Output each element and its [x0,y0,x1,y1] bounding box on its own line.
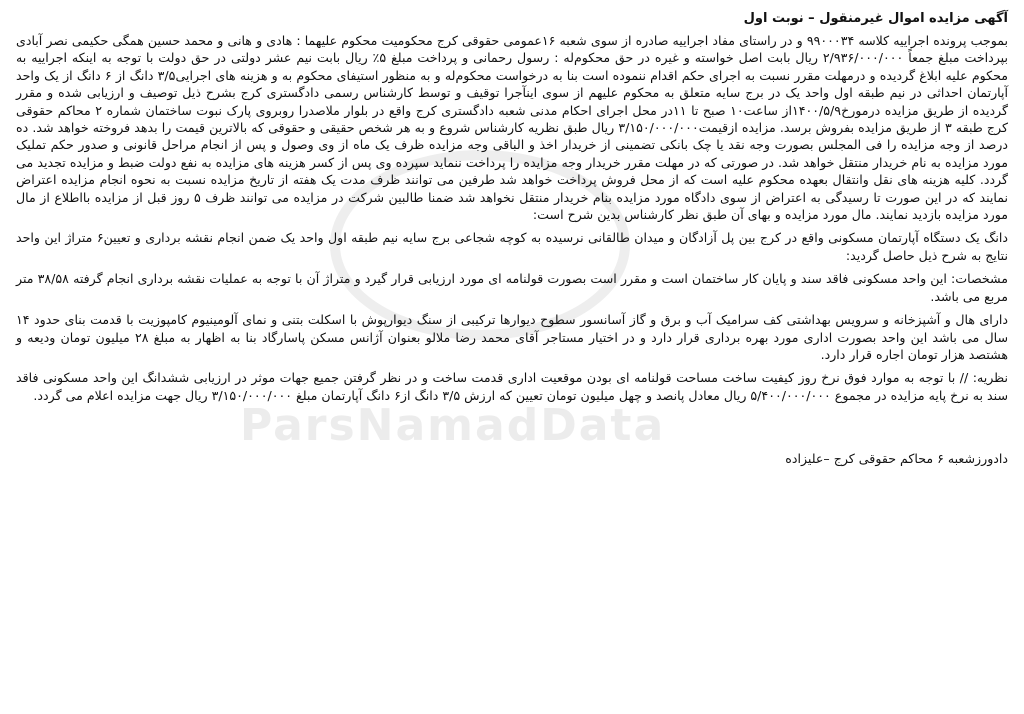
notice-paragraph-property: دانگ یک دستگاه آپارتمان مسکونی واقع در کرج بین پل آزادگان و میدان طالقانی نرسیده به کوچه شجاعی برج سایه نیم طبقه اول واحد یک ضمن انجام نقشه برداری و تعیین۶ متراژ این واحد نتایج به شرح ذیل حاصل گردید: [16,230,1008,263]
watermark-brand: ParsNamadData [240,400,666,451]
notice-title: آگهی مزایده اموال غیرمنقول – نوبت اول [743,11,1008,26]
notice-paragraph-opinion: نظریه: // با توجه به موارد فوق نرخ روز کیفیت ساخت مساحت قولنامه ای بودن موقعیت اداری قدمت ساخت و در نظر گرفتن جمیع جهات موثر در ارزیابی ششدانگ این واحد مسکونی فاقد سند به نرخ پایه مزایده در مجموع ۵/۴۰۰/۰۰۰/۰۰۰ ریال معادل پانصد و چهل میلیون تومان تعیین که ارزش ۳/۵ دانگ از۶ دانگ آپارتمان مبلغ ۳/۱۵۰/۰۰۰/۰۰۰ ریال جهت مزایده اعلام می گردد. [16,370,1008,403]
notice-content [16,10,1008,468]
notice-signature: دادورزشعبه ۶ محاکم حقوقی کرج –علیزاده [785,451,1008,467]
notice-paragraph-features: دارای هال و آشپزخانه و سرویس بهداشتی کف سرامیک آب و برق و گاز آسانسور سطوح دیوارها ترکیبی از سنگ دیوارپوش با اسکلت بتنی و نمای آلومینیوم کامپوزیت با قدمت بنای حدود ۱۴ سال می باشد این واحد بصورت اداری مورد بهره برداری قرار دارد و در اختیار مستاجر آقای محمد رضا ملالو بعنوان آژانس مسکن پاسارگاد بنا به اظهار به مبلغ ۲۸ میلیون تومان ودیعه و هشتصد هزار تومان اجاره قرار دارد. [16,312,1009,362]
notice-paragraph-specs: مشخصات: این واحد مسکونی فاقد سند و پایان کار ساختمان است و مقرر است بصورت قولنامه ای مورد ارزیابی قرار گیرد و متراژ آن با توجه به عملیات نقشه برداری انجام گرفته ۳۸/۵۸ متر مربع می باشد. [16,271,1008,304]
notice-paragraph-main: بموجب پرونده اجراییه کلاسه ۹۹۰۰۰۳۴ و در راستای مفاد اجراییه صادره از سوی شعبه ۱۶عمومی حقوقی کرج محکومیت محکوم علیهما : هادی و هانی و محمد حسین همگی حکیمی نصر آبادی بپرداخت مبلغ جمعاً ۲/۹۳۶/۰۰۰/۰۰۰ ریال بابت اصل خواسته و غیره در حق محکوم‌له : رسول رحمانی و پرداخت مبلغ ۵٪ ریال بابت نیم عشر دولتی در حق دولت با توجه به اینکه اجراییه به محکوم علیه ابلاغ گردیده و درمهلت مقرر نسبت به اجرای حکم اقدام ننموده است بنا به درخواست محکوم‌له و به منظور استیفای محکوم به و هزینه های اجرایی۳/۵ دانگ از ۶ دانگ از یک واحد آپارتمان احداثی در نیم طبقه اول واحد یک در برج سایه متعلق به محکوم علیهم از سوی اینآجرا توقیف و توسط کارشناس رسمی دادگستری کرج بشرح ذیل توصیف و ارزیابی شده و مقرر گردیده از طریق مزایده درمورخ۱۴۰۰/۵/۹از ساعت۱۰ صبح تا ۱۱در محل اجرای احکام مدنی شعبه دادگستری کرج واقع در بلوار ملاصدرا روبروی پارک نبوت ساختمان شماره ۲ محاکم حقوقی کرج طبقه ۳ از طریق مزایده بفروش برسد. مزایده ازقیمت۳/۱۵۰/۰۰۰/۰۰۰ ریال طبق نظریه کارشناس شروع و به هر شخص حقیقی و حقوقی که بالاترین قیمت را بدهد فروخته خواهد شد. ده درصد از وجه مزایده را فی المجلس بصورت وجه نقد یا چک بانکی تضمینی از خریدار اخذ و الباقی وجه مزایده ظرف یک ماه از وی وصول و پس از انجام مراحل قانونی و صدور حکم تملیک مورد مزایده به نام خریدار منتقل خواهد شد. در صورتی که در مهلت مقرر خریدار وجه مزایده را پرداخت ننماید سپرده وی پس از کسر هزینه های مزایده به نفع دولت ضبط و مزایده تجدید می گردد. کلیه هزینه های نقل وانتقال بعهده محکوم علیه است که از محل فروش پرداخت خواهد شد طرفین می توانند ظرف مدت یک هفته از تاریخ مزایده نسبت به نحوه انجام مزایده اعتراض نمایند که در این صورت تا رسیدگی به اعتراض از سوی دادگاه مورد مزایده بنام خریدار منتقل نخواهد شد ضمنا طالبین شرکت در مزایده می توانند ظرف ۵ روز قبل از مزایده بااطلاع از مال مورد مزایده بازدید نمایند. مال مورد مزایده و بهای آن طبق نظر کارشناس بدین شرح است: [16,33,1009,223]
